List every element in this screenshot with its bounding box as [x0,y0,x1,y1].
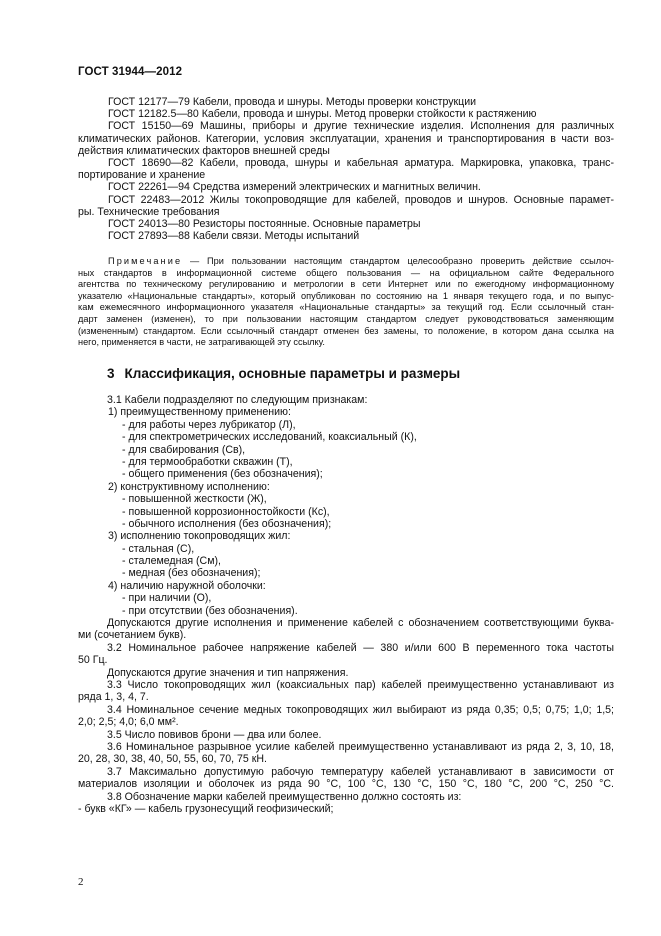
list-item: - стальная (С), [122,542,195,555]
clause-line: 3.8 Обозначение марки кабелей преимущественно должно состоять из: [107,790,462,803]
list-item: 1) преимущественному применению: [108,406,291,419]
note-line [78,256,614,268]
note-line: агентства по техническому регулированию и метрологии в сети Интернет или по ежегодному информационному [78,279,614,290]
note-text: — При пользовании настоящим стандартом целесообразно проверить действие ссылоч- [190,256,614,266]
reference-line: ры. Технические требования [78,205,220,218]
reference-line: ГОСТ 24013—80 Резисторы постоянные. Основные параметры [108,217,421,230]
list-item: - букв «КГ» — кабель грузонесущий геофизический; [78,802,334,815]
note-line: дарт заменен (изменен), то при пользовании настоящим стандартом следует руководствоваться заменяющим [78,313,614,324]
reference-line: ГОСТ 15150—69 Машины, приборы и другие технические изделия. Исполнения для различных [108,120,614,133]
clause-line: 3.7 Максимально допустимую рабочую температуру кабелей устанавливают в зависимости от [107,765,614,778]
paragraph-line: 50 Гц. [78,654,108,667]
clause-line: 3.1 Кабели подразделяют по следующим признакам: [107,394,368,406]
reference-line: ГОСТ 22261—94 Средства измерений электрических и магнитных величин. [108,181,481,194]
clause-line: 3.3 Число токопроводящих жил (коаксиальных пар) кабелей преимущественно устанавливают из [107,678,614,691]
paragraph-line: 20, 28, 30, 38, 40, 50, 55, 60, 70, 75 кН. [78,753,267,766]
paragraph-line: материалов изоляции и оболочек из ряда 90 °С, 100 °С, 130 °С, 150 °С, 180 °С, 200 °С, 250 °С. [78,778,614,791]
list-item: - при наличии (О), [122,592,212,605]
reference-line: ГОСТ 12182.5—80 Кабели, провода и шнуры. Метод проверки стойкости к растяжению [108,108,537,121]
reference-line: ГОСТ 27893—88 Кабели связи. Методы испытаний [108,230,360,243]
reference-line: портирование и хранение [78,169,206,182]
reference-line: ГОСТ 22483—2012 Жилы токопроводящие для кабелей, проводов и шнуров. Основные парамет- [108,193,614,206]
section-title: Классификация, основные параметры и размеры [124,366,461,381]
paragraph-line: ряда 1, 3, 4, 7. [78,691,149,704]
note-line: указателю «Национальные стандарты», который опубликован по состоянию на 1 января текущего года, и по выпус- [78,290,614,301]
reference-line: ГОСТ 12177—79 Кабели, провода и шнуры. Методы проверки конструкции [108,96,477,108]
note-line: ных стандартов в информационной системе общего пользования — на официальном сайте Федерального [78,267,614,278]
normative-references [78,96,614,242]
paragraph-line: Допускаются другие исполнения и применение кабелей с обозначением соответствующими буква- [107,617,614,630]
list-item: - для свабирования (Св), [122,443,246,456]
list-item: - для спектрометрических исследований, коаксиальный (К), [122,431,417,444]
list-item: - сталемедная (См), [122,555,221,568]
note-line: кам ежемесячного информационного указателя «Национальные стандарты» за текущий год. Если ссылочный стан- [78,302,614,313]
list-item: 4) наличию наружной оболочки: [108,579,266,592]
list-item: - при отсутствии (без обозначения). [122,604,298,617]
note-line: него, применяется в части, не затрагивающей эту ссылку. [78,337,325,348]
document-header: ГОСТ 31944—2012 [78,66,183,78]
clause-line: 3.2 Номинальное рабочее напряжение кабелей — 380 и/или 600 В переменного тока частоты [107,641,614,654]
list-item: 2) конструктивному исполнению: [108,480,270,493]
list-item: - медная (без обозначения); [122,567,261,580]
list-item: - обычного исполнения (без обозначения); [122,517,332,530]
page-number: 2 [78,876,84,888]
paragraph-line: 2,0; 2,5; 4,0; 6,0 мм². [78,716,179,729]
note-block [78,256,614,349]
reference-line: действия климатических факторов внешней среды [78,144,330,157]
list-item: 3) исполнению токопроводящих жил: [108,530,291,543]
reference-line: климатических районов. Категории, условия эксплуатации, хранения и транспортирования в части воз- [78,132,614,145]
clause-line: 3.6 Номинальное разрывное усилие кабелей преимущественно устанавливают из ряда 2, 3, 10, 18, [107,740,614,753]
reference-line: ГОСТ 18690—82 Кабели, провода, шнуры и кабельная арматура. Маркировка, упаковка, транс- [108,156,614,169]
list-item: - для термообработки скважин (Т), [122,455,293,468]
note-line: (измененным) стандартом. Если ссылочный стандарт отменен без замены, то положение, в котором дана ссылка на [78,325,614,336]
paragraph-line: ми (сочетанием букв). [78,629,187,642]
section-number: 3 [107,366,115,381]
section-heading [107,366,460,381]
clause-line: 3.5 Число повивов брони — два или более. [107,728,322,741]
list-item: - для работы через лубрикатор (Л), [122,418,296,431]
list-item: - повышенной жесткости (Ж), [122,493,267,506]
paragraph-line: Допускаются другие значения и тип напряжения. [107,666,349,679]
clause-line: 3.4 Номинальное сечение медных токопроводящих жил выбирают из ряда 0,35; 0,5; 0,75; 1,0; 1,5; [107,703,614,716]
list-item: - общего применения (без обозначения); [122,468,323,481]
note-label: Примечание [108,256,183,266]
section-body [78,394,614,815]
list-item: - повышенной коррозионностойкости (Кс), [122,505,330,518]
